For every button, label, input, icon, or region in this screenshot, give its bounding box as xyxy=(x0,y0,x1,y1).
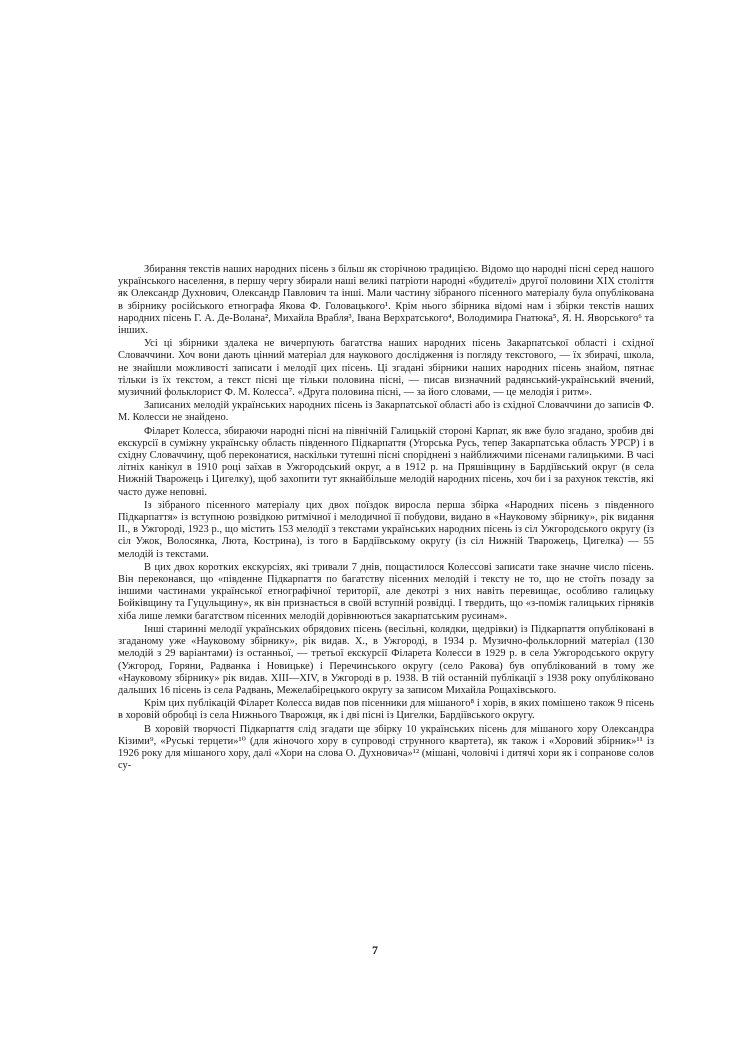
paragraph: Із зібраного пісенного матеріалу цих двох поїздок виросла перша збірка «Народних пісень з південного Підкарпаття» із вступною розвідкою ритмічної і мелодичної її побудови, видано в «Науковому збірнику», рік видання II., в Ужгороді, 1923 р., що містить 153 мелодії з текстами українських народних пісень із сіл Ужгородського округу (із сіл Ужок, Волосянка, Люта, Кострина), із того в Бардіївському округу (із сіл Нижній Тварожець, Цигелка) — 55 мелодій із текстами. xyxy=(118,499,654,560)
paragraph: Філарет Колесса, збираючи народні пісні на північній Галицькій стороні Карпат, як вже було згадано, зробив дві екскурсії в суміжну українську область південного Підкарпаття (Угорська Русь, тепер Закарпатська область УРСР) і в східну Словаччину, щоб переконатися, наскільки тутешні пісні споріднені з найближчими пісенами галицькими. В часі літніх канікул в 1910 році заїхав в Ужгородський округ, а в 1912 р. на Пряшівщину в Бардіївський округ (в села Нижній Тварожець і Цигелку), щоб захопити тут якнайбільше мелодій народних пісень, хоч би і за рахунок текстів, які часто дуже неповні. xyxy=(118,425,654,498)
paragraph: Записаних мелодій українських народних пісень із Закарпатської області або із східної Словаччини до записів Ф. М. Колесси не знайдено. xyxy=(118,400,654,424)
page-number: 7 xyxy=(372,943,378,957)
paragraph: Усі ці збірники здалека не вичерпують багатства наших народних пісень Закарпатської області і східної Словаччини. Хоч вони дають цінний матеріал для наукового дослідження із погляду текстового, — їх збирачі, школа, не знайшли можливості записати і мелодії цих пісень. Ці згадані збірники наших народних пісень знайом, пятнає тільки із їх текстом, а текст пісні ще тільки половина пісні, — писав визначний радянський-український вчений, музичний фольклорист Ф. М. Колесса⁷. «Друга половина пісні, — за його словами, — це мелодія і ритм». xyxy=(118,338,654,399)
paragraph: Збирання текстів наших народних пісень з більш як сторічною традицією. Відомо що народні пісні серед нашого українського населення, в першу чергу збирали наші великі патріоти народні «будителі» другої половини XIX століття як Олександр Духнович, Олександр Павлович та інші. Мали частину зібраного пісенного матеріалу була опублікована в збірнику російського етнографа Якова Ф. Головацького¹. Крім нього збірника відомі нам і збірки текстів наших народних пісень Г. А. Де-Волана², Михайла Врабля³, Івана Верхратського⁴, Володимира Гнатюка⁵, Я. Н. Яворського⁶ та інших. xyxy=(118,264,654,337)
paragraph: Інші старинні мелодії українських обрядових пісень (весільні, колядки, щедрівки) із Підкарпаття опубліковані в згаданому уже «Науковому збірнику», рік видав. X., в Ужгороді, в 1934 р. Музично-фольклорний матеріал (130 мелодій з 29 варіантами) із останньої, — третьої екскурсії Філарета Колесси в 1929 р. в села Ужгородського округу (Ужгород, Горяни, Радванка і Новицьке) і Перечинського округу (село Ракова) був опублікований в тому же «Науковому збірнику» рік видав. XIII—XIV, в Ужгороді в р. 1938. В тій останній публікації з 1938 року опубліковано дальших 16 пісень із села Радвань, Межелабірецького округу за записом Михайла Рощахівського. xyxy=(118,623,654,696)
paragraph: В хоровій творчості Підкарпаття слід згадати ще збірку 10 українських пісень для мішаного хору Олександра Кізими⁹, «Руські терцети»¹⁰ (для жіночого хору в супроводі струнного квартета), як також і «Хоровий збірник»¹¹ із 1926 року для мішаного хору, далі «Хори на слова О. Духновича»¹² (мішані, чоловічі і дитячі хори як і сопранове солов су- xyxy=(118,723,654,772)
paragraph: Крім цих публікацій Філарет Колесса видав пов пісенники для мішаного⁸ і хорів, в яких помішено також 9 пісень в хоровій обробці із села Нижнього Тварожця, як і дві пісні із Цигелки, Бардіївського округу. xyxy=(118,698,654,722)
body-text xyxy=(118,264,654,773)
paragraph: В цих двох коротких екскурсіях, які тривали 7 днів, пощастилося Колессові записати таке значне число пісень. Він переконався, що «південне Підкарпаття по багатству пісенних мелодій і тексту не то, що не стоїть позаду за іншими частинами української етнографічної території, але декотрі з них навіть перевищає, особливо галицьку Бойківщину та Гуцульщину», як він признається в своїй вступній розвідці. І твердить, що «з-поміж галицьких гірняків хіба лише лемки багатством пісенних мелодій дорівнюються закарпатським русинам». xyxy=(118,561,654,622)
